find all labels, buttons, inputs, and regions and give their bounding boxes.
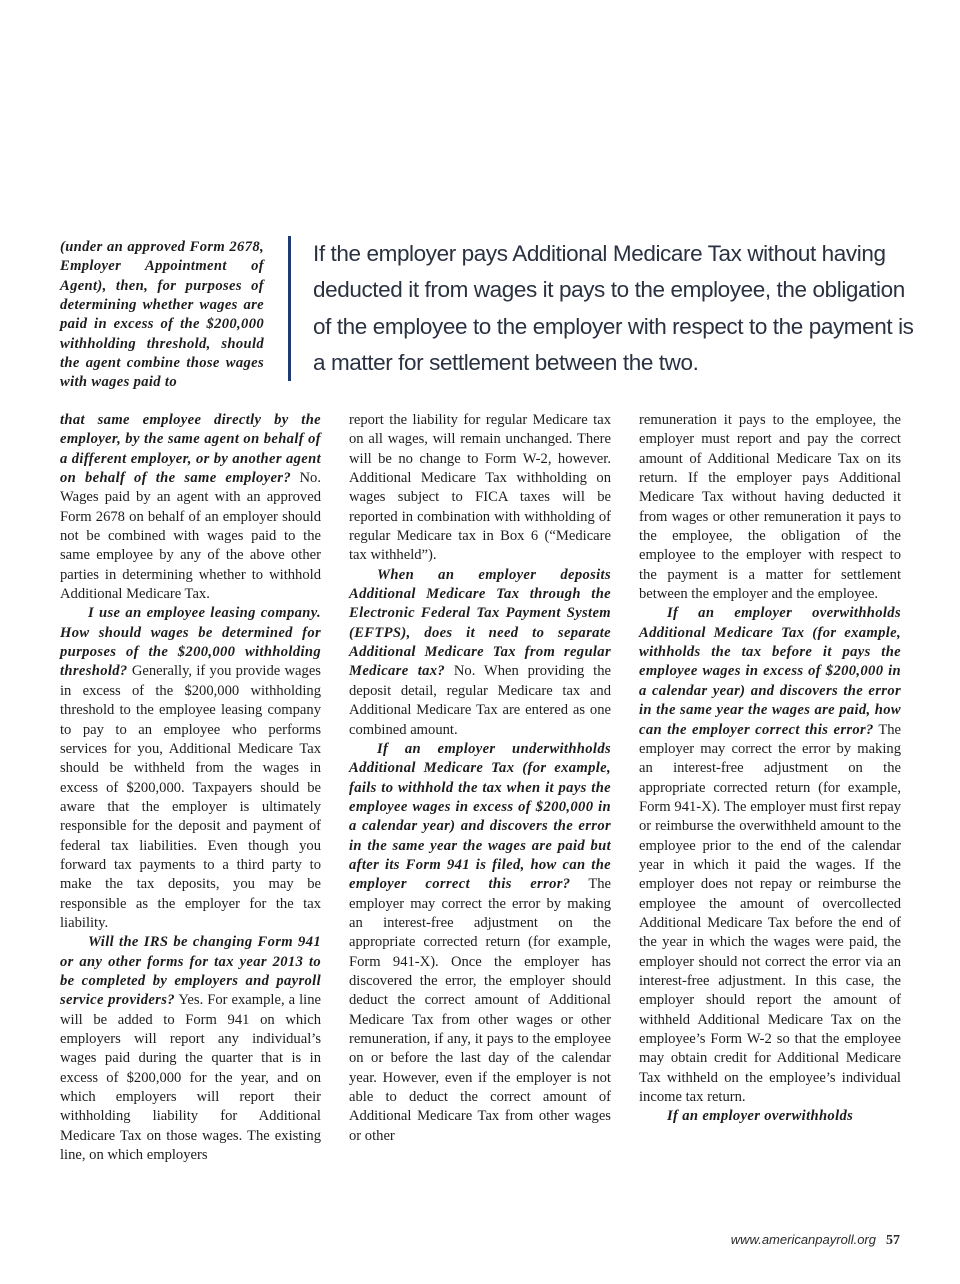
paragraph [639,604,901,1107]
answer-text: The employer may correct the error by making an interest-free adjustment on the appropriate corrected return (for example, Form 941-X). Once the employer has discovered the error, the employer should deduct the correct amount of Additional Medicare Tax from other wages or other remuneration, if any, it pays to the employee on or before the last day of the calendar year. However, even if the employer is not able to deduct the correct amount of Additional Medicare Tax from other wages or other [349,876,612,1144]
body-text: remuneration it pays to the employee, the employer must report and pay the correct amount of Additional Medicare Tax on its return. If the employer pays Additional Medicare Tax without having deducted it from wages or other remuneration it pays to the employee, the obligation of the employee to the employer with respect to the payment is a matter for settlement between the employer and the employee. [639,412,901,603]
question-text: Will the IRS be changing Form 941 or any other forms for tax year 2013 to be completed by employers and payroll service providers? [60,934,321,1009]
question-text: When an employer deposits Additional Medicare Tax through the Electronic Federal Tax Payment System (EFTPS), does it need to separate Additional Medicare Tax from regular Medicare tax? [349,566,611,680]
answer-text: No. When providing the deposit detail, regular Medicare tax and Additional Medicare Tax are entered as one combined amount. [349,663,611,738]
answer-text: The employer may correct the error by making an interest-free adjustment on the appropriate corrected return (for example, Form 941-X). The employer must first repay or reimburse the overwithheld amount to the employee prior to the end of the calendar year in which it paid the wages. If the employer does not repay or reimburse the employee the amount of overcollected Additional Medicare Tax before the end of the year in which the wages were paid, the employer should not correct the error via an interest-free adjustment. In this case, the employer should report the amount of withheld Additional Medicare Tax on the employee’s Form W-2 so that the employee may obtain credit for Additional Medicare Tax withheld on the employee’s individual income tax return. [639,721,902,1106]
question-text: (under an approved Form 2678, Employer Appointment of Agent), then, for purposes of determining whether wages are paid in excess of the $200,000 withholding threshold, should the agent combine those wages with wages paid to [60,239,264,391]
footer-url[interactable]: www.americanpayroll.org [730,1232,876,1247]
paragraph [349,566,611,740]
paragraph [639,1107,901,1126]
body-text: report the liability for regular Medicare tax on all wages, will remain unchanged. There will be no change to Form W-2, however. Additional Medicare Tax withholding on wages subject to FICA taxes will be reported in combination with withholding of regular Medicare tax in Box 6 (“Medicare tax withheld”). [349,412,611,564]
column-2 [349,411,611,1146]
paragraph [60,933,321,1165]
pull-quote-rule [288,240,291,368]
pull-quote-text: If the employer pays Additional Medicare Tax without having deducted it from wages it pays to the employee, the obligation of the employee to the employer with respect to the payment is a matter for settlement between the two. [313,241,914,375]
page-footer [731,1232,900,1249]
question-text: that same employee directly by the employer, by the same agent on behalf of a different employer, or by another agent on behalf of the same employer? [60,412,321,487]
question-text: I use an employee leasing company. How should wages be determined for purposes of the $200,000 withholding threshold? [60,605,321,680]
paragraph [60,411,321,604]
answer-text: Yes. For example, a line will be added to Form 941 on which employers will report any individual’s wages paid during the quarter that is in excess of $200,000 for the year, and on which employers will report their withholding liability for Additional Medicare Tax on those wages. The existing line, on which employers [60,992,321,1164]
paragraph [639,411,901,604]
pull-quote [288,236,925,381]
answer-text: Generally, if you provide wages in excess of the $200,000 withholding threshold to the employee leasing company to pay to an employee who performs services for you, Additional Medicare Tax should be withheld from the wages in excess of $200,000. Taxpayers should be aware that the employer is ultimately responsible for the deposit and payment of federal tax liabilities. Even though you forward tax payments to a third party to make the tax deposits, you may be responsible as the employer for the tax liability. [60,663,321,931]
question-text: If an employer overwithholds Additional Medicare Tax (for example, withholds the tax before it pays the employee wages in excess of $200,000 in a calendar year) and discovers the error in the same year the wages are paid, how can the employer correct this error? [639,605,901,738]
question-text: If an employer overwithholds [667,1108,854,1125]
question-text: If an employer underwithholds Additional Medicare Tax (for example, fails to withhold the tax when it pays the employee wages in excess of $200,000 in a calendar year) and discovers the error in the same year the wages are paid but after its Form 941 is filed, how can the employer correct this error? [349,740,611,893]
column-1-top [60,238,264,393]
paragraph [349,411,611,566]
page-number: 57 [886,1233,900,1248]
column-1 [60,411,321,1165]
answer-text: No. Wages paid by an agent with an approved Form 2678 on behalf of an employer should not be combined with wages paid to the same employee by any of the above other parties in determining whether to withhold Additional Medicare Tax. [60,470,321,603]
paragraph [60,604,321,933]
column-3 [639,411,901,1127]
paragraph [349,740,611,1146]
